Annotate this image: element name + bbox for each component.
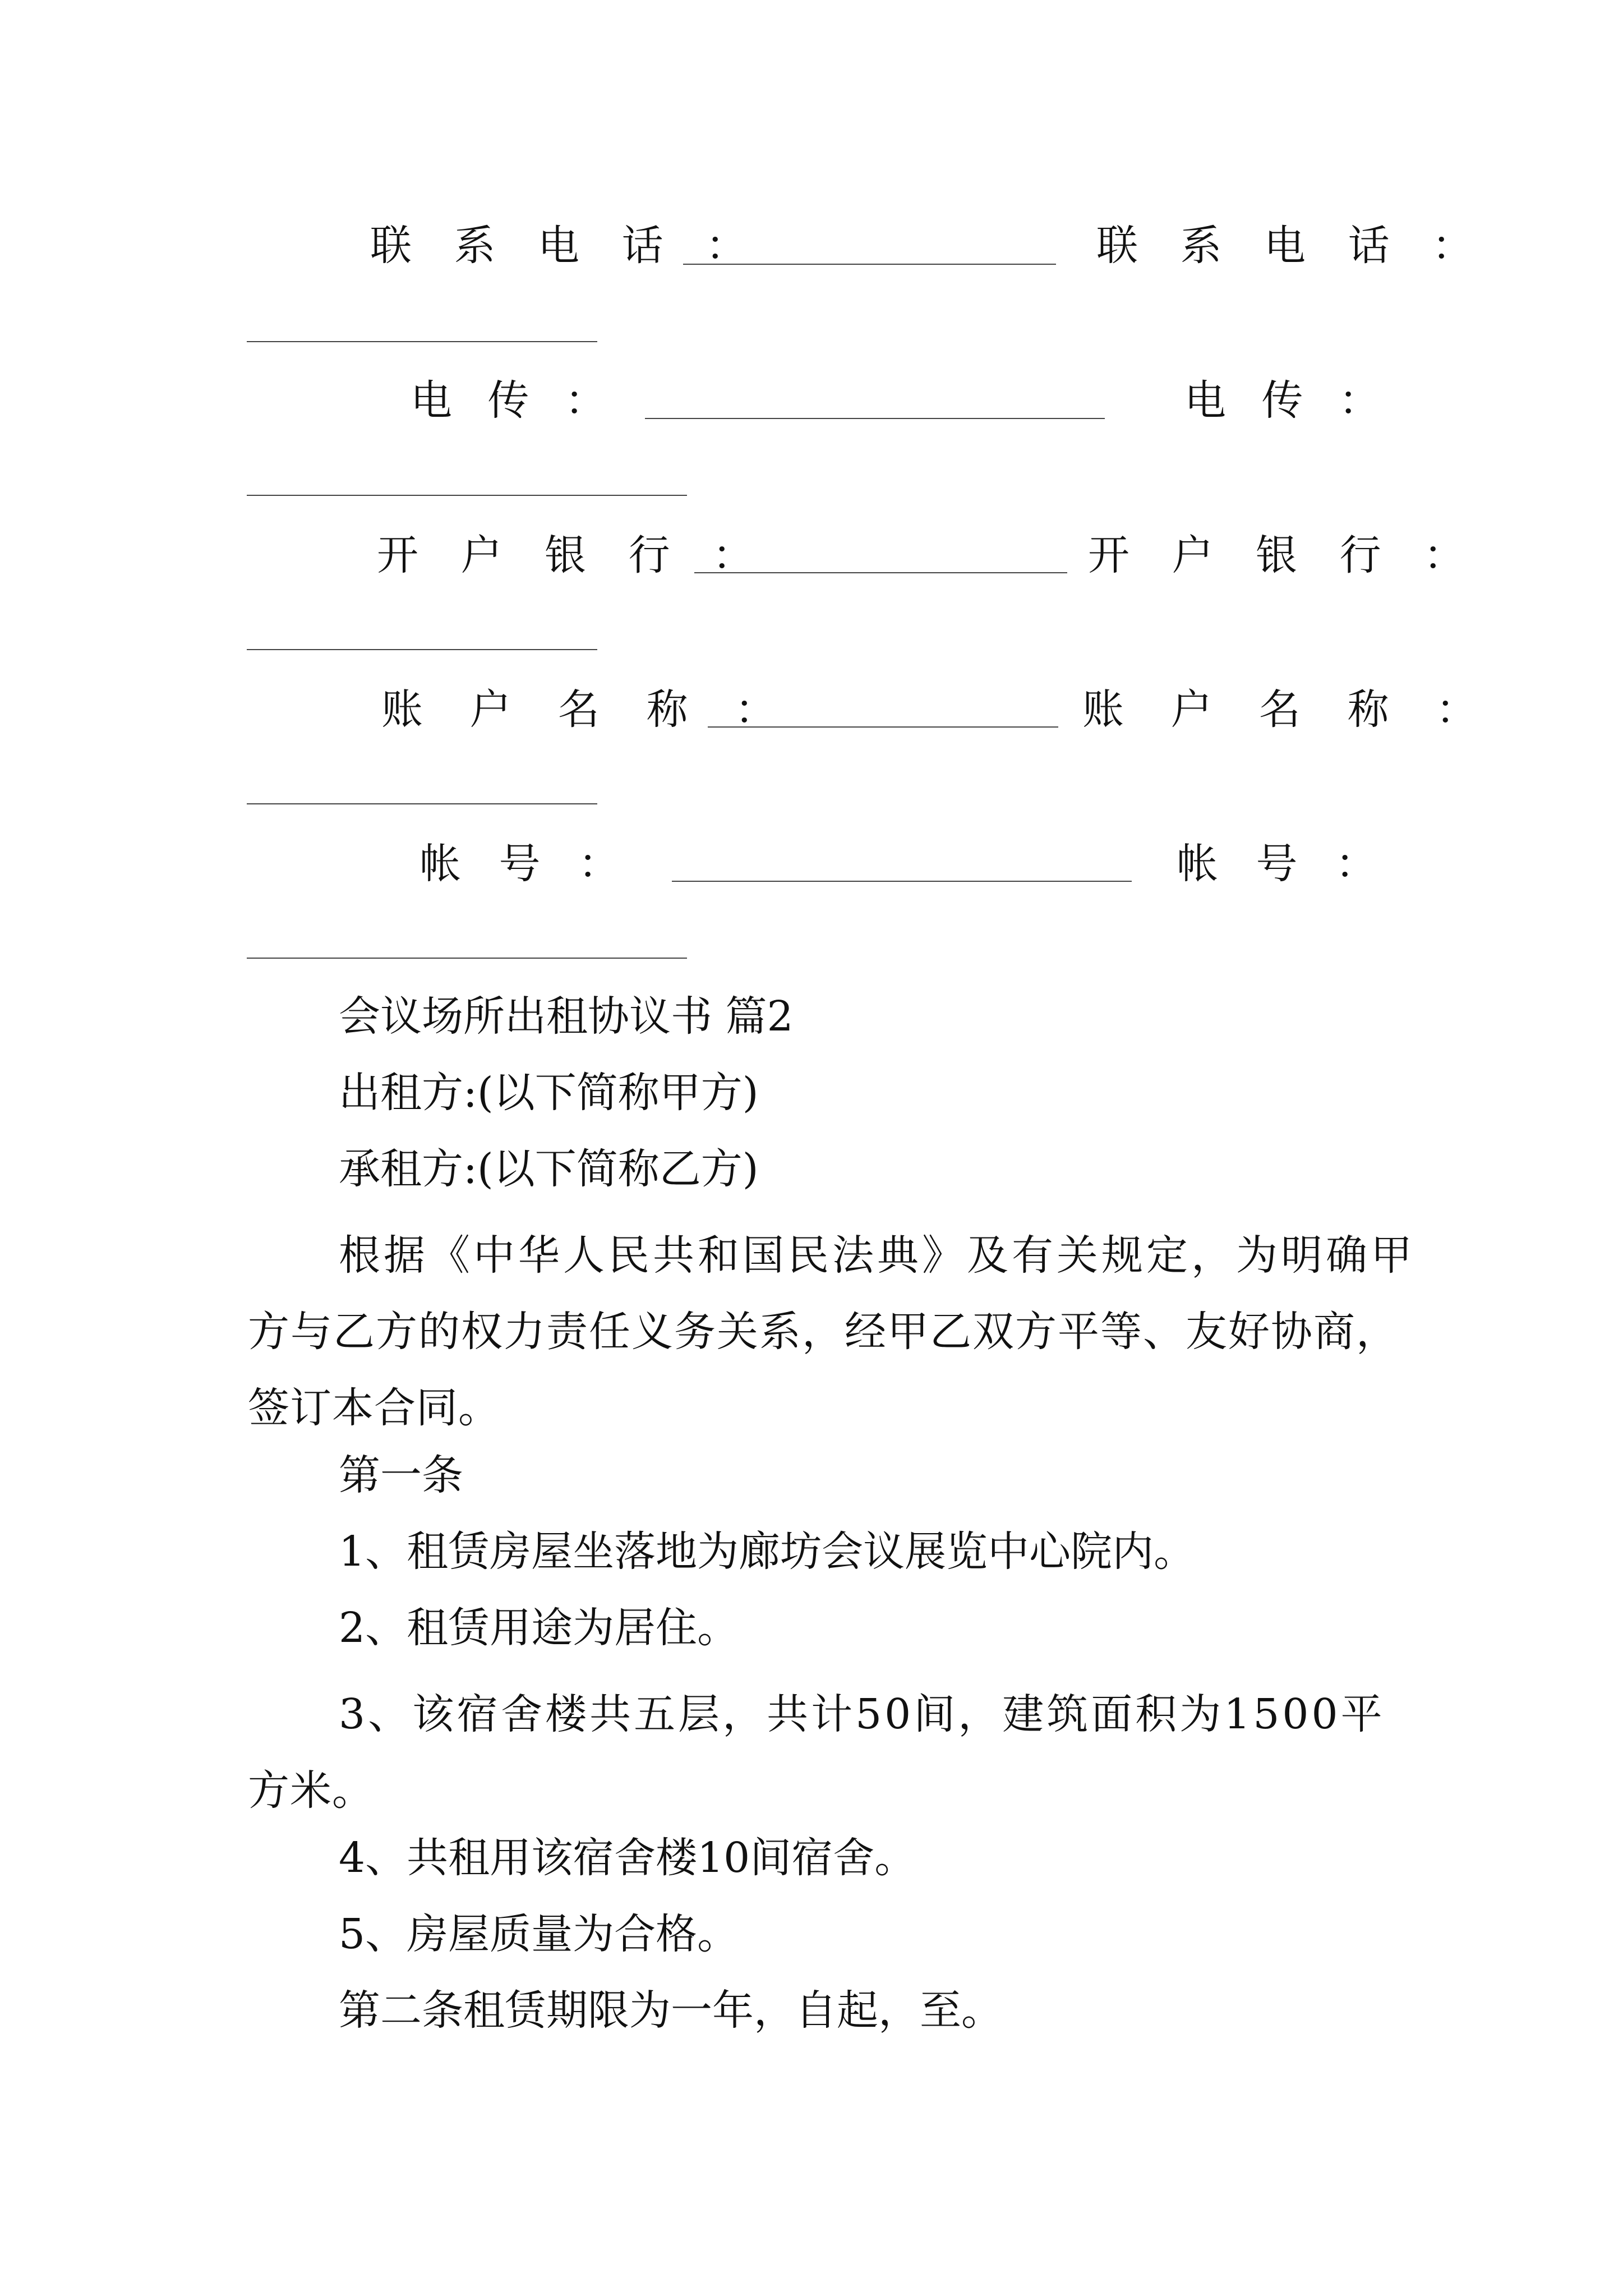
preamble-paragraph xyxy=(248,1217,1415,1446)
lessor-line: 出租方:(以下简称甲方) xyxy=(339,1069,759,1117)
account-name-label-right: 账 户 名 称 ： xyxy=(1082,685,1495,734)
fax-blank-left[interactable] xyxy=(645,418,1105,419)
account-number-blank-right[interactable] xyxy=(247,958,687,959)
bank-label-right: 开 户 银 行 ： xyxy=(1088,531,1480,579)
article1-item-5: 5、房屋质量为合格。 xyxy=(339,1910,739,1958)
preamble-line-3: 签订本合同。 xyxy=(248,1384,500,1432)
account-number-label-left: 帐 号 ： xyxy=(419,840,633,888)
article1-heading: 第一条 xyxy=(339,1451,463,1499)
phone-label-right: 联 系 电 话 ： xyxy=(1096,222,1488,270)
article1-item-2: 2、租赁用途为居住。 xyxy=(339,1604,739,1652)
lessee-line: 承租方:(以下简称乙方) xyxy=(339,1145,759,1193)
phone-blank-left[interactable] xyxy=(683,264,1056,265)
account-name-blank-left[interactable] xyxy=(708,726,1058,728)
account-number-label-right: 帐 号 ： xyxy=(1177,840,1390,888)
article1-item-4: 4、共租用该宿舍楼10间宿舍。 xyxy=(339,1834,916,1882)
phone-label-left: 联 系 电 话 ： xyxy=(370,222,762,270)
account-number-blank-left[interactable] xyxy=(672,881,1132,882)
preamble-line-2: 方与乙方的权力责任义务关系，经甲乙双方平等、友好协商， xyxy=(248,1308,1399,1356)
article1-item-1: 1、租赁房屋坐落地为廊坊会议展览中心院内。 xyxy=(339,1527,1196,1576)
agreement-title: 会议场所出租协议书 篇2 xyxy=(339,992,794,1041)
bank-blank-right[interactable] xyxy=(247,649,597,650)
phone-blank-right[interactable] xyxy=(247,341,597,342)
account-name-blank-right[interactable] xyxy=(247,803,597,804)
bank-label-left: 开 户 银 行 ： xyxy=(377,531,769,579)
article1-item-3-line-1: 3、该宿舍楼共五层，共计50间，建筑面积为1500平 xyxy=(339,1690,1385,1738)
account-name-label-left: 账 户 名 称 ： xyxy=(381,685,794,734)
fax-label-right: 电 传 ： xyxy=(1184,376,1392,425)
article1-item-3 xyxy=(248,1676,1392,1829)
fax-label-left: 电 传 ： xyxy=(411,376,618,425)
fax-blank-right[interactable] xyxy=(247,495,687,496)
article2: 第二条租赁期限为一年，自起，至。 xyxy=(339,1986,1003,2035)
article1-item-3-line-2: 方米。 xyxy=(248,1766,374,1815)
bank-blank-left[interactable] xyxy=(694,572,1067,573)
preamble-line-1: 根据《中华人民共和国民法典》及有关规定，为明确甲 xyxy=(339,1231,1415,1280)
